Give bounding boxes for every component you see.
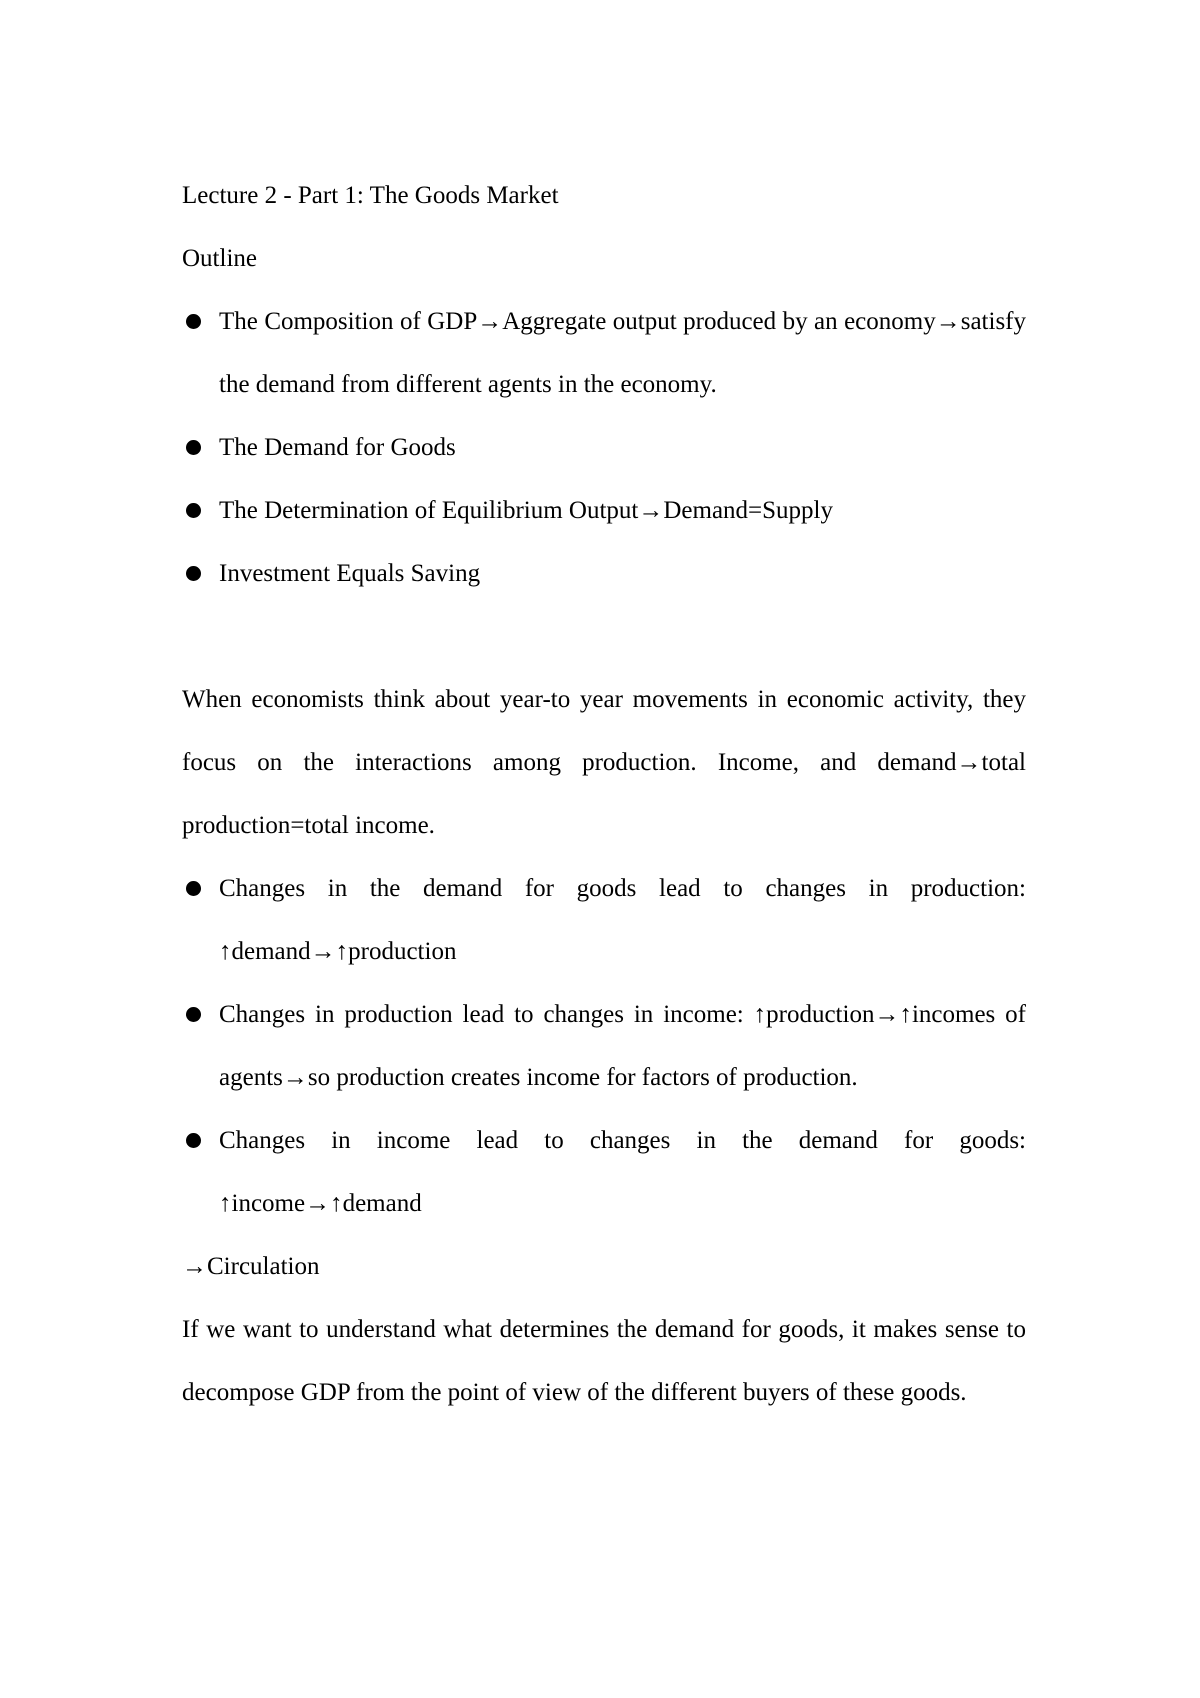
closing-paragraph: If we want to understand what determines the demand for goods, it makes sense to decompose GDP from the point of view of the different buyers of these goods. (182, 1316, 1026, 1406)
bullet-icon (186, 1007, 201, 1022)
intro-paragraph: When economists think about year-to year movements in economic activity, they focus on the interactions among production. Income, and demand→total production=total income. (182, 686, 1026, 839)
outline-item-text: The Determination of Equilibrium Output→Demand=Supply (219, 497, 834, 524)
change-item-text: Changes in income lead to changes in the demand for goods: ↑income→↑demand (219, 1127, 1026, 1217)
changes-list (182, 857, 1026, 1235)
change-item (182, 983, 1026, 1109)
change-item-text: Changes in the demand for goods lead to changes in production: ↑demand→↑production (219, 875, 1026, 965)
bullet-icon (186, 503, 201, 518)
circulation-line: →Circulation (182, 1253, 320, 1280)
outline-list (182, 290, 1026, 605)
change-item (182, 857, 1026, 983)
bullet-icon (186, 314, 201, 329)
document-title: Lecture 2 - Part 1: The Goods Market (182, 182, 559, 209)
blank-line (182, 605, 1026, 668)
document-body (182, 164, 1026, 1424)
bullet-icon (186, 1133, 201, 1148)
outline-item-text: Investment Equals Saving (219, 560, 481, 587)
outline-item (182, 542, 1026, 605)
bullet-icon (186, 440, 201, 455)
outline-heading: Outline (182, 245, 257, 272)
outline-item-text: The Composition of GDP→Aggregate output produced by an economy→satisfy the demand from different agents in the economy. (219, 308, 1026, 398)
outline-item-text: The Demand for Goods (219, 434, 456, 461)
bullet-icon (186, 881, 201, 896)
outline-item (182, 416, 1026, 479)
outline-item (182, 290, 1026, 416)
change-item (182, 1109, 1026, 1235)
bullet-icon (186, 566, 201, 581)
change-item-text: Changes in production lead to changes in income: ↑production→↑incomes of agents→so production creates income for factors of production. (219, 1001, 1026, 1091)
outline-item (182, 479, 1026, 542)
